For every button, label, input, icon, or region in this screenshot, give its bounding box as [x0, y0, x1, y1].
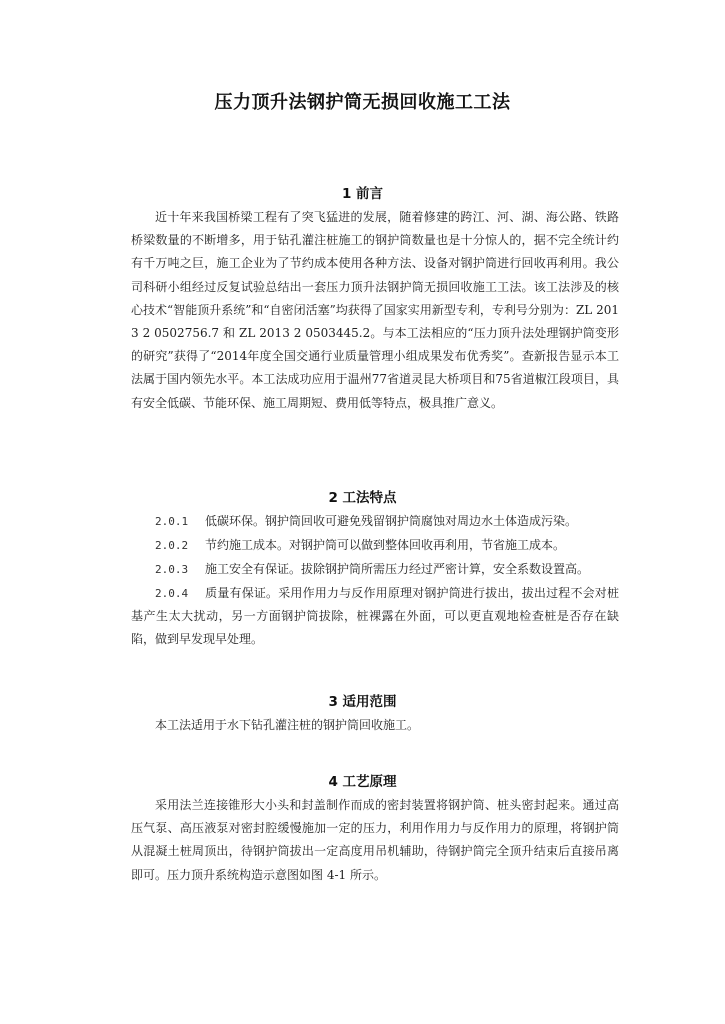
scope-paragraph: 本工法适用于水下钻孔灌注桩的钢护筒回收施工。: [155, 718, 420, 732]
feature-item: [131, 582, 619, 652]
feature-item-number: 2.0.3: [155, 563, 189, 576]
feature-item: [131, 558, 619, 581]
feature-item-number: 2.0.4: [155, 587, 189, 600]
section-heading-principle: 4 工艺原理: [328, 774, 397, 790]
section-heading-features: 2 工法特点: [328, 490, 397, 506]
section-heading-scope: 3 适用范围: [328, 694, 397, 710]
feature-item-number: 2.0.2: [155, 539, 189, 552]
document-title: 压力顶升法钢护筒无损回收施工工法: [214, 92, 511, 113]
feature-item-text: 低碳环保。钢护筒回收可避免残留钢护筒腐蚀对周边水土体造成污染。: [205, 514, 578, 528]
section-heading-preface: 1 前言: [341, 186, 384, 202]
feature-item-number: 2.0.1: [155, 515, 189, 528]
feature-item-text: 质量有保证。采用作用力与反作用原理对钢护筒进行拔出，拔出过程不会对桩基产生太大扰动，另一方面钢护筒拔除，桩裸露在外面，可以更直观地检查桩是否存在缺陷，做到早发现早处理。: [131, 586, 619, 647]
feature-item: [131, 534, 619, 557]
feature-item: [131, 510, 619, 533]
preface-paragraph: 近十年来我国桥梁工程有了突飞猛进的发展，随着修建的跨江、河、湖、海公路、铁路桥梁数量的不断增多，用于钻孔灌注桩施工的钢护筒数量也是十分惊人的，据不完全统计约有千万吨之巨，施工企业为了节约成本使用各种方法、设备对钢护筒进行回收再利用。我公司科研小组经过反复试验总结出一套压力顶升法钢护筒无损回收施工工法。该工法涉及的核心技术“智能顶升系统”和“自密闭活塞”均获得了国家实用新型专利，专利号分别为：ZL 2013 2 0502756.7 和 ZL 2013 2 0503445.2。与本工法相应的“压力顶升法处理钢护筒变形的研究”获得了“2014年度全国交通行业质量管理小组成果发布优秀奖”。查新报告显示本工法属于国内领先水平。本工法成功应用于温州77省道灵昆大桥项目和75省道椒江段项目，具有安全低碳、节能环保、施工周期短、费用低等特点，极具推广意义。: [131, 210, 619, 410]
feature-item-text: 节约施工成本。对钢护筒可以做到整体回收再利用，节省施工成本。: [205, 538, 566, 552]
feature-item-text: 施工安全有保证。拔除钢护筒所需压力经过严密计算，安全系数设置高。: [205, 562, 590, 576]
principle-paragraph: 采用法兰连接锥形大小头和封盖制作而成的密封装置将钢护筒、桩头密封起来。通过高压气泵、高压液泵对密封腔缓慢施加一定的压力，利用作用力与反作用力的原理，将钢护筒从混凝土桩周顶出，待钢护筒拔出一定高度用吊机辅助，待钢护筒完全顶升结束后直接吊离即可。压力顶升系统构造示意图如图 4-1 所示。: [131, 798, 619, 882]
